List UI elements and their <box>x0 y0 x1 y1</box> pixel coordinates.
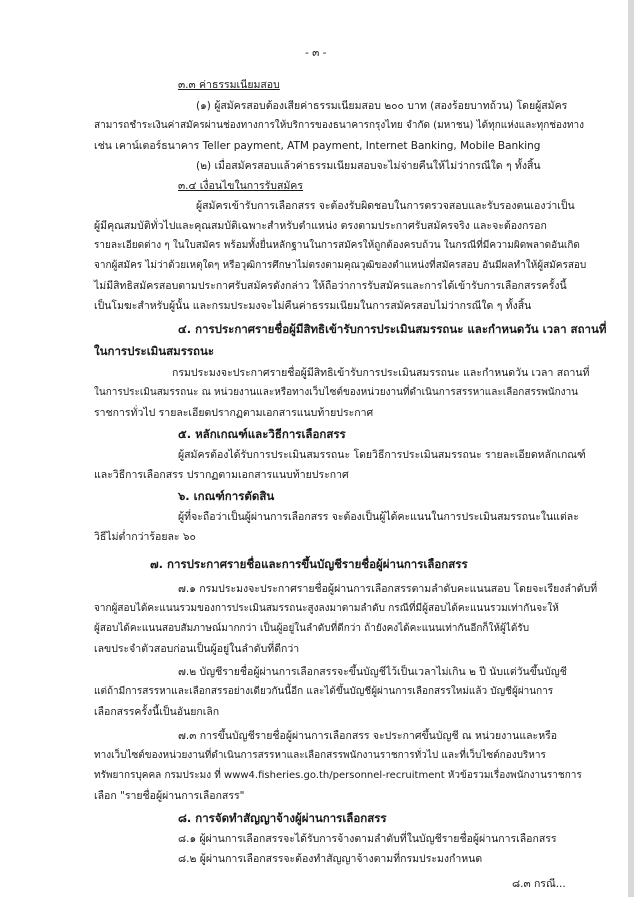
paragraph-line: ผู้มีคุณสมบัติทั่วไปและคุณสมบัติเฉพาะสำหรับตำแหน่ง ตรงตามประกาศรับสมัครจริง และจะต้องกรอก <box>94 220 547 232</box>
page-number: - ๓ - <box>305 47 327 59</box>
continuation-marker: ๘.๓ กรณี... <box>512 878 566 890</box>
paragraph-line: (๑) ผู้สมัครสอบต้องเสียค่าธรรมเนียมสอบ ๒๐๐ บาท (สองร้อยบาทถ้วน) โดยผู้สมัคร <box>196 100 568 112</box>
paragraph-line: ๗.๓ การขึ้นบัญชีรายชื่อผู้ผ่านการเลือกสรร จะประกาศขึ้นบัญชี ณ หน่วยงานและหรือ <box>178 730 558 742</box>
paragraph-line: และวิธีการเลือกสรร ปรากฏตามเอกสารแนบท้ายประกาศ <box>94 469 349 481</box>
paragraph-line: ๘.๒ ผู้ผ่านการเลือกสรรจะต้องทำสัญญาจ้างตามที่กรมประมงกำหนด <box>178 853 483 865</box>
paragraph-line: (๒) เมื่อสมัครสอบแล้วค่าธรรมเนียมสอบจะไม่จ่ายคืนให้ไม่ว่ากรณีใด ๆ ทั้งสิ้น <box>196 160 541 172</box>
section-heading: ๓.๔ เงื่อนไขในการรับสมัคร <box>178 180 303 192</box>
section-heading: ๔. การประกาศรายชื่อผู้มีสิทธิเข้ารับการประเมินสมรรถนะ และกำหนดวัน เวลา สถานที่ <box>178 322 607 336</box>
paragraph-line: ๗.๑ กรมประมงจะประกาศรายชื่อผู้ผ่านการเลือกสรรตามลำดับคะแนนสอบ โดยจะเรียงลำดับที่ <box>178 583 598 595</box>
paragraph-line: เลขประจำตัวสอบก่อนเป็นผู้อยู่ในลำดับที่ดีกว่า <box>94 643 300 655</box>
paragraph-line: ไม่มีสิทธิสมัครสอบตามประกาศรับสมัครดังกล่าว ให้ถือว่าการรับสมัครและการได้เข้ารับการเลือกสรรครั้งนี้ <box>94 280 567 292</box>
paragraph-line: ผู้สมัครต้องได้รับการประเมินสมรรถนะ โดยวิธีการประเมินสมรรถนะ รายละเอียดหลักเกณฑ์ <box>178 449 586 461</box>
section-heading: ๕. หลักเกณฑ์และวิธีการเลือกสรร <box>178 427 346 441</box>
paragraph-line: แต่ถ้ามีการสรรหาและเลือกสรรอย่างเดียวกันนี้อีก และได้ขึ้นบัญชีผู้ผ่านการเลือกสรรใหม่แล้ว บัญชีผู้ผ่านการ <box>94 686 554 697</box>
paragraph-line: ผู้สมัครเข้ารับการเลือกสรร จะต้องรับผิดชอบในการตรวจสอบและรับรองตนเองว่าเป็น <box>196 200 575 212</box>
paragraph-line: เลือกสรรครั้งนี้เป็นอันยกเลิก <box>94 706 220 718</box>
paragraph-line: วิธีไม่ต่ำกว่าร้อยละ ๖๐ <box>94 531 196 543</box>
paragraph-line: เป็นโมฆะสำหรับผู้นั้น และกรมประมงจะไม่คืนค่าธรรมเนียมในการสมัครสอบไม่ว่ากรณีใด ๆ ทั้งสิ้น <box>94 300 532 312</box>
section-heading: ในการประเมินสมรรถนะ <box>94 344 215 358</box>
paragraph-line: เลือก "รายชื่อผู้ผ่านการเลือกสรร" <box>94 790 245 802</box>
paragraph-line: ทางเว็บไซต์ของหน่วยงานที่ดำเนินการสรรหาและเลือกสรรพนักงานราชการทั่วไป และที่เว็บไซต์กองบริหาร <box>94 750 546 761</box>
section-heading: ๗. การประกาศรายชื่อและการขึ้นบัญชีรายชื่อผู้ผ่านการเลือกสรร <box>150 557 468 571</box>
paragraph-line: สามารถชำระเงินค่าสมัครผ่านช่องทางการให้บริการของธนาคารกรุงไทย จำกัด (มหาชน) ได้ทุกแห่งและทุกช่องทาง <box>94 120 585 131</box>
paragraph-line: ทรัพยากรบุคคล กรมประมง ที่ www4.fisheries.go.th/personnel-recruitment หัวข้อรวมเรื่องพนักงานราชการ <box>94 770 582 781</box>
paragraph-line: รายละเอียดต่าง ๆ ในใบสมัคร พร้อมทั้งยื่นหลักฐานในการสมัครให้ถูกต้องครบถ้วน ในกรณีที่มีความผิดพลาดอันเกิด <box>94 240 580 251</box>
paragraph-line: ผู้สอบได้คะแนนสอบสัมภาษณ์มากกว่า เป็นผู้อยู่ในลำดับที่ดีกว่า ถ้ายังคงได้คะแนนเท่ากันอีกก็ให้ผู้ได้รับ <box>94 623 530 634</box>
paragraph-line: จากผู้สมัคร ไม่ว่าด้วยเหตุใดๆ หรือวุฒิการศึกษาไม่ตรงตามคุณวุฒิของตำแหน่งที่สมัครสอบ อันมีผลทำให้ผู้สมัครสอบ <box>94 260 587 271</box>
paragraph-line: ผู้ที่จะถือว่าเป็นผู้ผ่านการเลือกสรร จะต้องเป็นผู้ได้คะแนนในการประเมินสมรรถนะในแต่ละ <box>178 511 579 523</box>
scan-edge <box>628 0 634 897</box>
paragraph-line: กรมประมงจะประกาศรายชื่อผู้มีสิทธิเข้ารับการประเมินสมรรถนะ และกำหนดวัน เวลา สถานที่ <box>172 367 590 379</box>
paragraph-line: ราชการทั่วไป รายละเอียดปรากฏตามเอกสารแนบท้ายประกาศ <box>94 407 374 419</box>
section-heading: ๖. เกณฑ์การตัดสิน <box>178 489 275 503</box>
paragraph-line: ๗.๒ บัญชีรายชื่อผู้ผ่านการเลือกสรรจะขึ้นบัญชีไว้เป็นเวลาไม่เกิน ๒ ปี นับแต่วันขึ้นบัญชี <box>178 666 567 678</box>
section-heading: ๓.๓ ค่าธรรมเนียมสอบ <box>178 79 280 91</box>
paragraph-line: เช่น เคาน์เตอร์ธนาคาร Teller payment, ATM payment, Internet Banking, Mobile Banking <box>94 140 541 152</box>
paragraph-line: ๘.๑ ผู้ผ่านการเลือกสรรจะได้รับการจ้างตามลำดับที่ในบัญชีรายชื่อผู้ผ่านการเลือกสรร <box>178 833 557 845</box>
paragraph-line: ในการประเมินสมรรถนะ ณ หน่วยงานและหรือทางเว็บไซต์ของหน่วยงานที่ดำเนินการสรรหาและเลือกสรรพนักงาน <box>94 387 579 398</box>
section-heading: ๘. การจัดทำสัญญาจ้างผู้ผ่านการเลือกสรร <box>178 811 387 825</box>
paragraph-line: จากผู้สอบได้คะแนนรวมของการประเมินสมรรถนะสูงลงมาตามลำดับ กรณีที่มีผู้สอบได้คะแนนรวมเท่ากันจะให้ <box>94 603 559 614</box>
